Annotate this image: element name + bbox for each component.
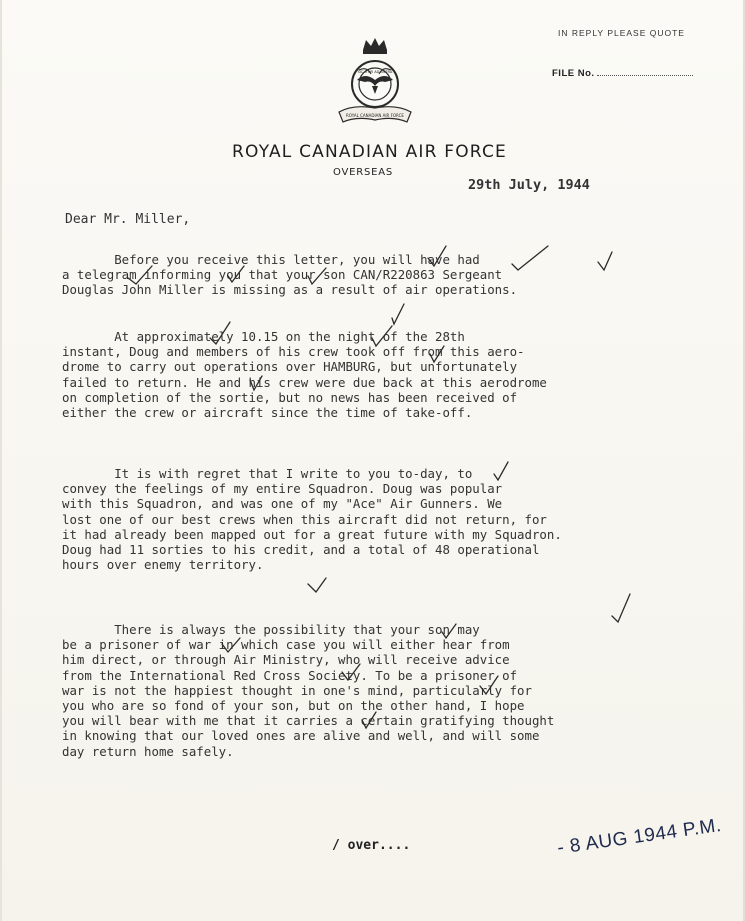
crest-banner-text: ROYAL CANADIAN AIR FORCE xyxy=(346,113,404,118)
salutation: Dear Mr. Miller, xyxy=(65,212,191,227)
paragraph-operation-details: At approximately 10.15 on the night of the 28th instant, Doug and members of his crew took off from this aero- drome to carry out operations over HAMBURG, but unfortunately failed to return. He and his crew were due back at this aerodrome on completion of the sortie, but no news has been received of either the crew or aircraft since the time of take-off. xyxy=(62,329,547,421)
letter-date: 29th July, 1944 xyxy=(468,177,590,193)
file-number-blank-line xyxy=(597,75,693,76)
reply-quote-label: IN REPLY PLEASE QUOTE xyxy=(558,28,685,38)
file-number-field xyxy=(552,68,693,79)
check-mark-icon xyxy=(308,578,326,592)
crest-motto-text: SIC ITUR AD ASTRA xyxy=(357,70,393,74)
organization-heading: ROYAL CANADIAN AIR FORCE xyxy=(232,142,507,162)
received-date-stamp: - 8 AUG 1944 P.M. xyxy=(556,814,723,859)
paragraph-telegram-notice: Before you receive this letter, you will have had a telegram informing you that your son CAN/R220863 Sergeant Douglas John Miller is missing as a result of air operations. xyxy=(62,252,518,298)
location-label: OVERSEAS xyxy=(333,167,394,178)
paragraph-squadron-regret: It is with regret that I write to you to-day, to convey the feelings of my entire Squadron. Doug was popular with this Squadron, and was one of my "Ace" Air Gunners. We lost one of our best crews when this aircraft did not return, for it had already been mapped out for a great future with my Squadron. Doug had 11 sorties to his credit, and a total of 48 operational hours over enemy territory. xyxy=(62,466,562,573)
paragraph-prisoner-possibility: There is always the possibility that your son may be a prisoner of war in which case you will either hear from him direct, or through Air Ministry, who will receive advice from the International Red Cross Society. To be a prisoner of war is not the happiest thought in one's mind, particularly for you who are so fond of your son, but on the other hand, I hope you will bear with me that it carries a certain gratifying thought in knowing that our loved ones are alive and well, and will some day return home safely. xyxy=(62,622,555,759)
check-mark-icon xyxy=(612,594,630,622)
continuation-note: / over.... xyxy=(332,838,411,853)
file-number-label: FILE No. xyxy=(552,68,595,79)
check-mark-icon xyxy=(392,304,404,324)
rcaf-crest-icon xyxy=(333,36,417,128)
